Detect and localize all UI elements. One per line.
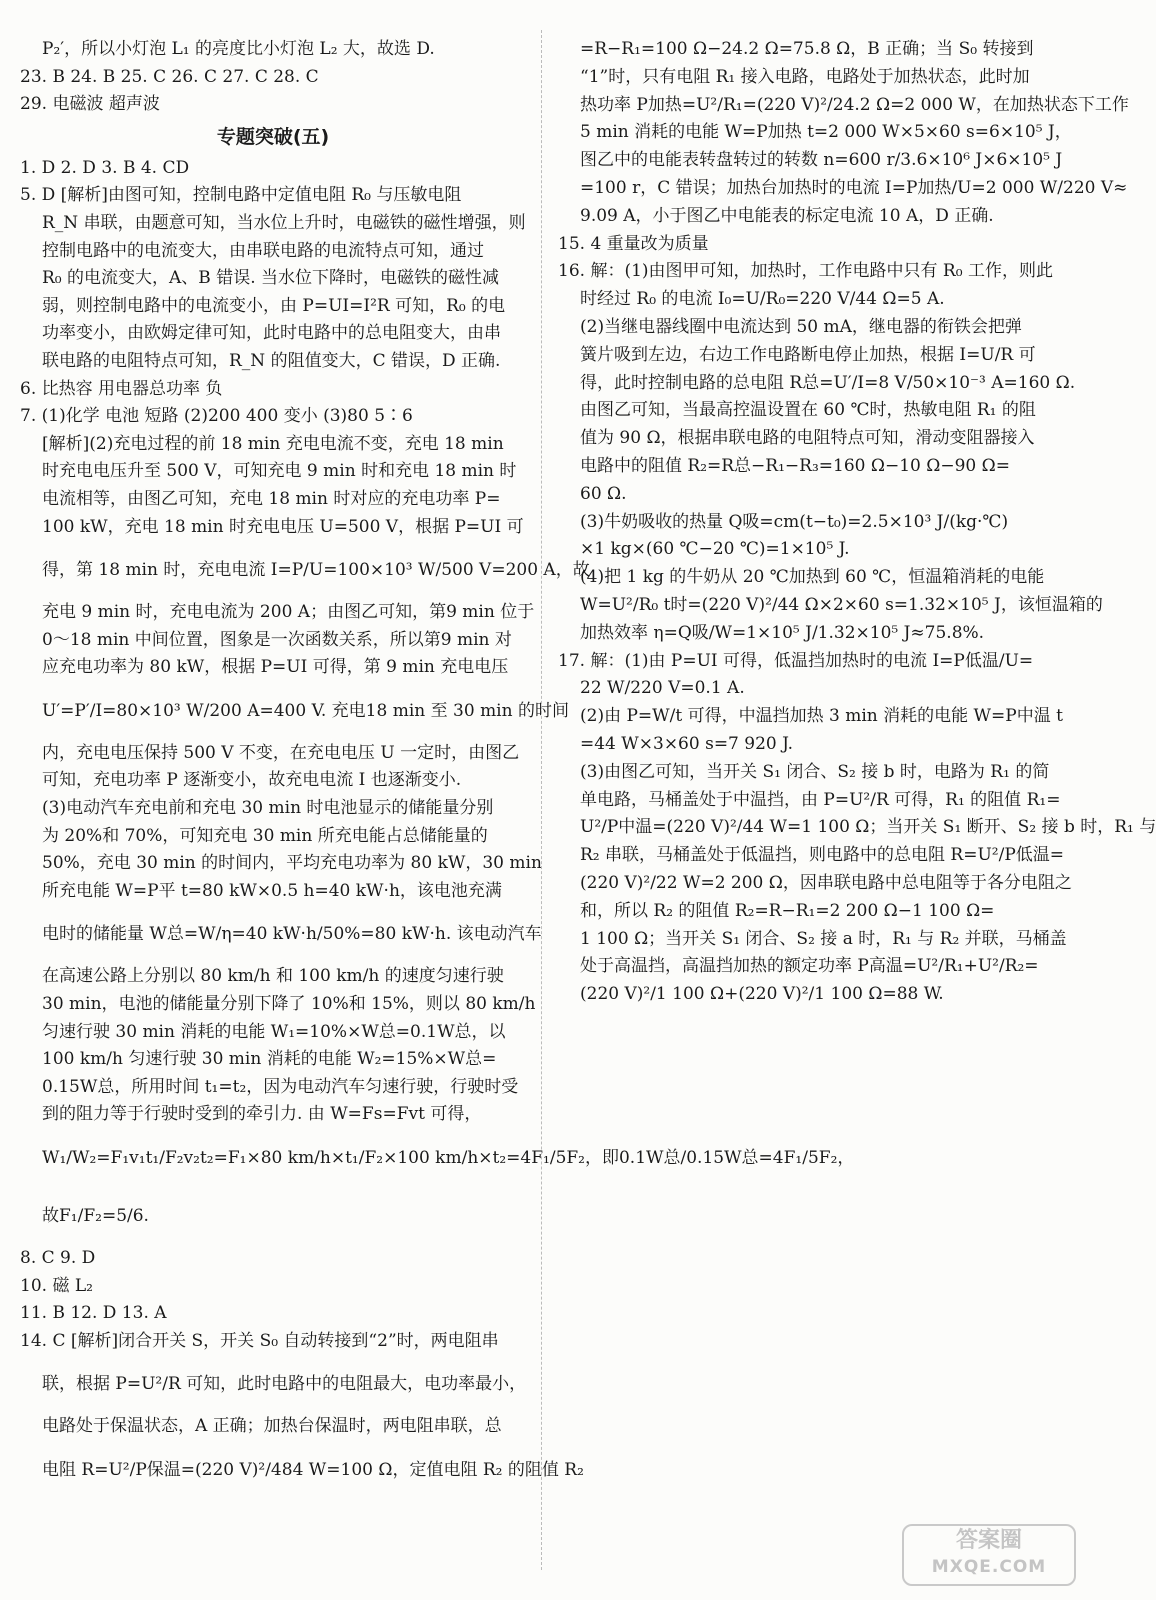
text-line: 16. 解：(1)由图甲可知，加热时，工作电路中只有 R₀ 工作，则此 [558, 261, 1053, 282]
text-line: 到的阻力等于行驶时受到的牵引力. 由 W=Fs=Fvt 可得， [42, 1104, 482, 1125]
column-divider [541, 30, 542, 1570]
text-line: R₀ 的电流变大，A、B 错误. 当水位下降时，电磁铁的磁性减 [42, 268, 499, 289]
text-line: 电时的储能量 W总=W/η=40 kW·h/50%=80 kW·h. 该电动汽车 [42, 924, 542, 945]
text-line: 所充电能 W=P平 t=80 kW×0.5 h=40 kW·h，该电池充满 [42, 880, 502, 901]
text-line: W₁/W₂=F₁v₁t₁/F₂v₂t₂=F₁×80 km/h×t₁/F₂×100 km/h×t₂=4F₁/5F₂，即0.1W总/0.15W总=4F₁/5F₂， [42, 1148, 855, 1168]
text-line: 电阻 R=U²/P保温=(220 V)²/484 W=100 Ω，定值电阻 R₂ 的阻值 R₂ [42, 1459, 584, 1480]
text-line: 15. 4 重量改为质量 [558, 233, 709, 254]
watermark-bottom: MXQE.COM [931, 1557, 1047, 1577]
text-line: (4)把 1 kg 的牛奶从 20 ℃加热到 60 ℃，恒温箱消耗的电能 [580, 567, 1045, 588]
right-column [558, 36, 1156, 1009]
text-line: (3)牛奶吸收的热量 Q吸=cm(t−t₀)=2.5×10³ J/(kg·℃) [580, 511, 1009, 532]
text-line: 热功率 P加热=U²/R₁=(220 V)²/24.2 Ω=2 000 W，在加热状态下工作 [580, 94, 1129, 115]
text-line: W=U²/R₀ t时=(220 V)²/44 Ω×2×60 s=1.32×10⁵ J，该恒温箱的 [580, 594, 1103, 615]
text-line: 电路中的阻值 R₂=R总−R₁−R₃=160 Ω−10 Ω−90 Ω= [580, 455, 1010, 476]
text-line: 时充电电压升至 500 V，可知充电 9 min 时和充电 18 min 时 [42, 461, 517, 482]
text-line: 簧片吸到左边，右边工作电路断电停止加热，根据 I=U/R 可 [580, 344, 1036, 365]
text-line: 联，根据 P=U²/R 可知，此时电路中的电阻最大，电功率最小， [42, 1374, 527, 1395]
text-line: 6. 比热容 用电器总功率 负 [20, 378, 223, 399]
text-line: 图乙中的电能表转盘转过的转数 n=600 r/3.6×10⁶ J×6×10⁵ J [580, 150, 1063, 171]
text-line: =100 r，C 错误；加热台加热时的电流 I=P加热/U=2 000 W/220 V≈ [580, 177, 1128, 198]
text-line: 为 20%和 70%，可知充电 30 min 所充电能占总储能量的 [42, 825, 488, 846]
text-line: 5. D [解析]由图可知，控制电路中定值电阻 R₀ 与压敏电阻 [20, 185, 462, 206]
text-line: 9.09 A，小于图乙中电能表的标定电流 10 A，D 正确. [580, 205, 994, 226]
text-line: 和，所以 R₂ 的阻值 R₂=R−R₁=2 200 Ω−1 100 Ω= [580, 900, 995, 921]
text-line: 可知，充电功率 P 逐渐变小，故充电电流 I 也逐渐变小. [42, 770, 462, 791]
text-line: 50%，充电 30 min 的时间内，平均充电功率为 80 kW，30 min [42, 853, 542, 874]
text-line: 在高速公路上分别以 80 km/h 和 100 km/h 的速度匀速行驶 [42, 966, 504, 987]
text-line: 100 km/h 匀速行驶 30 min 消耗的电能 W₂=15%×W总= [42, 1049, 497, 1070]
text-line: (3)电动汽车充电前和充电 30 min 时电池显示的储能量分别 [42, 798, 494, 819]
text-line: (2)当继电器线圈中电流达到 50 mA，继电器的衔铁会把弹 [580, 316, 1022, 337]
section-title: 专题突破(五) [216, 125, 330, 148]
text-line: 内，充电电压保持 500 V 不变，在充电电压 U 一定时，由图乙 [42, 742, 520, 763]
text-line: 29. 电磁波 超声波 [20, 94, 160, 115]
text-line: “1”时，只有电阻 R₁ 接入电路，电路处于加热状态，此时加 [580, 66, 1030, 87]
text-line: 弱，则控制电路中的电流变小，由 P=UI=I²R 可知，R₀ 的电 [42, 295, 506, 316]
text-line: 故F₁/F₂=5/6. [42, 1206, 149, 1226]
text-line: 5 min 消耗的电能 W=P加热 t=2 000 W×5×60 s=6×10⁵ J， [580, 122, 1072, 143]
text-line: 电路处于保温状态，A 正确；加热台保温时，两电阻串联，总 [42, 1416, 502, 1437]
text-line: 8. C 9. D [20, 1248, 96, 1268]
text-line: 0～18 min 中间位置，图象是一次函数关系，所以第9 min 对 [42, 629, 512, 650]
text-line: U′=P′/I=80×10³ W/200 A=400 V. 充电18 min 至 30 min 的时间 [42, 700, 569, 721]
text-line: 电流相等，由图乙可知，充电 18 min 时对应的充电功率 P= [42, 488, 501, 509]
text-line: (220 V)²/1 100 Ω+(220 V)²/1 100 Ω=88 W. [580, 984, 944, 1005]
text-line: 充电 9 min 时，充电电流为 200 A；由图乙可知，第9 min 位于 [42, 602, 535, 623]
text-line: (220 V)²/22 W=2 200 Ω，因串联电路中总电阻等于各分电阻之 [580, 872, 1072, 893]
text-line: =R−R₁=100 Ω−24.2 Ω=75.8 Ω，B 正确；当 S₀ 转接到 [580, 39, 1034, 59]
text-line: 30 min，电池的储能量分别下降了 10%和 15%，则以 80 km/h [42, 994, 536, 1015]
text-line: 加热效率 η=Q吸/W=1×10⁵ J/1.32×10⁵ J≈75.8%. [580, 622, 985, 643]
text-line: 时经过 R₀ 的电流 I₀=U/R₀=220 V/44 Ω=5 A. [580, 289, 945, 310]
text-line: 1. D 2. D 3. B 4. CD [20, 157, 190, 178]
text-line: 7. (1)化学 电池 短路 (2)200 400 变小 (3)80 5∶6 [20, 406, 413, 427]
text-line: ×1 kg×(60 ℃−20 ℃)=1×10⁵ J. [580, 539, 850, 560]
text-line: 得，此时控制电路的总电阻 R总=U′/I=8 V/50×10⁻³ A=160 Ω. [580, 372, 1076, 393]
text-line: P₂′，所以小灯泡 L₁ 的亮度比小灯泡 L₂ 大，故选 D. [42, 39, 435, 59]
text-line: 控制电路中的电流变大，由串联电路的电流特点可知，通过 [42, 240, 484, 261]
text-line: 22 W/220 V=0.1 A. [580, 678, 745, 699]
text-line: 得，第 18 min 时，充电电流 I=P/U=100×10³ W/500 V=200 A，故 [42, 560, 590, 581]
text-line: 1 100 Ω；当开关 S₁ 闭合、S₂ 接 a 时，R₁ 与 R₂ 并联，马桶盖 [580, 928, 1067, 949]
text-line: 10. 磁 L₂ [20, 1275, 93, 1296]
text-line: 联电路的电阻特点可知，R_N 的阻值变大，C 错误，D 正确. [42, 350, 501, 371]
text-line: 17. 解：(1)由 P=UI 可得，低温挡加热时的电流 I=P低温/U= [558, 650, 1034, 671]
text-line: 单电路，马桶盖处于中温挡，由 P=U²/R 可得，R₁ 的阻值 R₁= [580, 789, 1061, 810]
text-line: (3)由图乙可知，当开关 S₁ 闭合、S₂ 接 b 时，电路为 R₁ 的简 [580, 761, 1050, 782]
text-line: 匀速行驶 30 min 消耗的电能 W₁=10%×W总=0.1W总，以 [42, 1021, 506, 1042]
text-line: 100 kW，充电 18 min 时充电电压 U=500 V，根据 P=UI 可 [42, 516, 524, 537]
text-line: (2)由 P=W/t 可得，中温挡加热 3 min 消耗的电能 W=P中温 t [580, 706, 1063, 727]
text-line: 11. B 12. D 13. A [20, 1303, 167, 1324]
text-line: 处于高温挡，高温挡加热的额定功率 P高温=U²/R₁+U²/R₂= [580, 956, 1039, 977]
text-line: 功率变小，由欧姆定律可知，此时电路中的总电阻变大，由串 [42, 323, 501, 344]
text-line: 由图乙可知，当最高控温设置在 60 ℃时，热敏电阻 R₁ 的阻 [580, 400, 1036, 421]
watermark-top: 答案圈 [955, 1528, 1022, 1553]
text-line: 60 Ω. [580, 483, 627, 504]
text-line: =44 W×3×60 s=7 920 J. [580, 733, 794, 754]
text-line: R₂ 串联，马桶盖处于低温挡，则电路中的总电阻 R=U²/P低温= [580, 845, 1065, 866]
watermark-logo [902, 1524, 1076, 1586]
text-line: 23. B 24. B 25. C 26. C 27. C 28. C [20, 66, 319, 87]
text-line: 0.15W总，所用时间 t₁=t₂，因为电动汽车匀速行驶，行驶时受 [42, 1076, 519, 1097]
text-line: 应充电功率为 80 kW，根据 P=UI 可得，第 9 min 充电电压 [42, 657, 509, 678]
text-line: 值为 90 Ω，根据串联电路的电阻特点可知，滑动变阻器接入 [580, 428, 1035, 449]
text-line: U²/P中温=(220 V)²/44 W=1 100 Ω；当开关 S₁ 断开、S₂ 接 b 时，R₁ 与 [580, 817, 1156, 838]
text-line: 14. C [解析]闭合开关 S，开关 S₀ 自动转接到“2”时，两电阻串 [20, 1330, 499, 1351]
text-line: R_N 串联，由题意可知，当水位上升时，电磁铁的磁性增强，则 [42, 212, 526, 233]
text-line: [解析](2)充电过程的前 18 min 充电电流不变，充电 18 min [42, 433, 504, 454]
